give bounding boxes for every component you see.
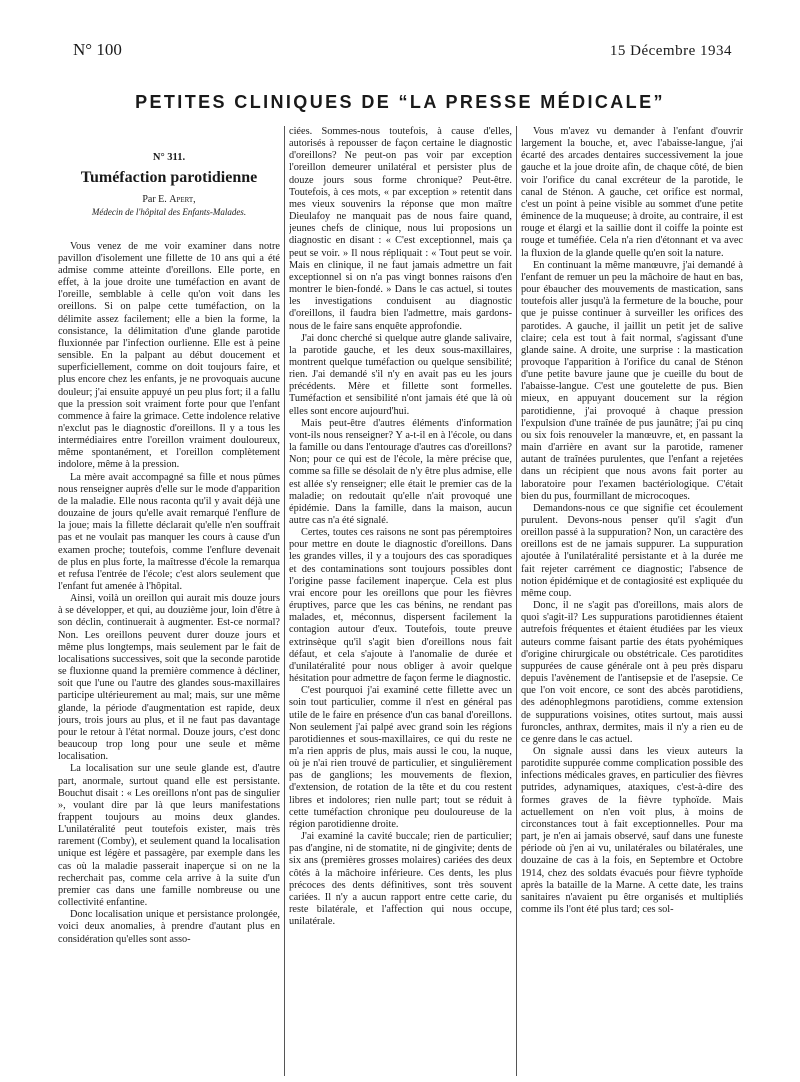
paragraph: C'est pourquoi j'ai examiné cette fillette avec un soin tout particulier, comme il n'est en général pas utile de le faire en présence d'un cas banal d'oreillons. Non seulement j'ai palpé avec grand soin les régions parotidiennes et sous-maxillaires, ce qui du reste ne m'a rien appris de plus, mais aussi le cou, la nuque, où je n'ai rien trouvé de particulier, et singulièrement pas de ganglions; les mouvements de flexion, d'extension, de rotation de la tête et du cou restent libres et indolores; rien nulle part; tout se réduit à cette tuméfaction chronique peu douloureuse de la région parotidienne droite. [289,685,512,830]
text-column-3 [521,126,743,1076]
author-prefix: Par E. [142,194,167,206]
issue-date: 15 Décembre 1934 [609,43,732,59]
paragraph: Certes, toutes ces raisons ne sont pas péremptoires pour mettre en doute le diagnostic d'oreillons. Dans les grandes villes, il y a toujours des cas sporadiques et des contaminations sont toujours possibles dont l'origine passe facilement inaperçue. Cela est plus vrai encore pour les oreillons que pour les fièvres éruptives, parce que les cas bénins, ne rendant pas malades, et, méconnus, dispersent facilement la contagion autour d'eux. Toutefois, toute preuve extrinsèque qu'il s'agit bien d'oreillons nous fait défaut, et cela s'ajoute à l'anomalie de durée et d'unilatéralité pour nous obliger à avoir quelque hésitation pour admettre de façon ferme le diagnostic. [289,527,512,685]
paragraph: J'ai donc cherché si quelque autre glande salivaire, la parotide gauche, et les deux sous-maxillaires, montrent quelque tuméfaction ou quelque sensibilité; rien. J'ai demandé s'il n'y en avait pas eu les jours précédents. Mère et fillette sont formelles. Tuméfaction et sensibilité n'ont jamais été que là où elles sont encore aujourd'hui. [289,332,512,417]
paragraph: La mère avait accompagné sa fille et nous pûmes nous renseigner auprès d'elle sur le mode d'apparition de la maladie. Elle nous raconta qu'il y avait déjà une douzaine de jours qu'elle avait remarqué l'enflure de la joue; mais la fillette déclarait qu'elle n'en souffrait pas et ne voulait pas manquer les cours à cause d'un examen proche; toutefois, comme l'enflure devenait de plus en plus forte, la maîtresse d'école la remarqua et refusa l'entrée de l'école; c'est alors seulement que l'enfant fut amenée à l'hôpital. [58,471,280,592]
text-column-1 [58,126,280,1076]
paragraph: J'ai examiné la cavité buccale; rien de particulier; pas d'angine, ni de stomatite, ni de gingivite; dents de six ans (premières grosses molaires) cariées des deux côtés à la mâchoire inférieure. Ces dents, les plus précoces des dents définitives, sont très souvent cariées. Il n'y a aucun rapport entre cette carie, du reste bilatérale, et l'affection qui nous occupe, unilatérale. [289,831,512,928]
article-number: N° 311. [152,152,186,163]
paragraph: La localisation sur une seule glande est, d'autre part, anormale, surtout quand elle est persistante. Bouchut disait : « Les oreillons n'ont pas de singulier », voulant dire par là que leurs manifestations frappent toujours au moins deux glandes. L'unilatéralité peut toutefois exister, mais très rarement (Comby), et seulement quand la localisation unique est légère et passagère, par exemple dans les cas où la maladie passerait inaperçue si on ne la recherchait pas, comme cela arrive à la suite d'un premier cas dans une famille nombreuse ou une collectivité enfantine. [58,763,280,909]
paragraph: On signale aussi dans les vieux auteurs la parotidite suppurée comme complication possible des infections médicales graves, en particulier des fièvres putrides, adynamiques, ataxiques, c'est-à-dire des formes graves de la fièvre typhoïde. Mais actuellement on n'en voit plus, à moins de circonstances tout à fait exceptionnelles. Pour ma part, je n'en ai jamais observé, sauf dans une funeste période où j'en ai vu, unilatérales ou bilatérales, une douzaine de cas à la fois, en Septembre et Octobre 1914, chez des soldats évacués pour fièvre typhoïde après la bataille de la Marne. A cette date, les trains sanitaires n'avaient pu être organisés et multipliés comme ils l'ont été plus tard; ces sol- [521,745,743,915]
paragraph: Donc localisation unique et persistance prolongée, voici deux anomalies, à prendre d'autant plus en considération qu'elles sont asso- [58,909,280,945]
column-rule-1 [284,126,285,1076]
paragraph: Vous m'avez vu demander à l'enfant d'ouvrir largement la bouche, et, avec l'abaisse-langue, j'ai écarté des arcades dentaires successivement la joue gauche et la joue droite afin, de chaque côté, de bien voir l'orifice du canal excréteur de la parotide, le canal de Sténon. A gauche, cet orifice est normal, c'est un point à peine visible au sommet d'une petite éminence de la muqueuse; à droite, au contraire, il est rouge et élargi et la saillie dont il coiffe la pointe est rouge et tuméfiée. Cela n'a rien d'étonnant et va avec la fluxion de la glande quelle qu'en soit la nature. [521,126,743,259]
paragraph: Donc, il ne s'agit pas d'oreillons, mais alors de quoi s'agit-il? Les suppurations parotidiennes étaient autrefois fréquentes et étaient étudiées par les vieux auteurs comme faisant partie des états pyohémiques d'origine chirurgicale ou obstétricale. Ces parotidites suppurées de cause générale ont à peu près disparu depuis l'avènement de l'antisepsie et de l'asepsie. Ce que l'on voit encore, ce sont des abcès parotidiens, des adénophlegmons parotidiens, comme extension de suppurations voisines, otites surtout, mais aussi furoncles, anthrax, dermites, mais il n'y a rien eu de ce genre dans le cas actuel. [521,600,743,745]
article-author [58,194,280,206]
author-affiliation: Médecin de l'hôpital des Enfants-Malades. [91,207,247,218]
paragraph: ciées. Sommes-nous toutefois, à cause d'elles, autorisés à repousser de façon certaine le diagnostic d'oreillons? Ne peut-on pas voir par exception l'oreillon demeurer unilatéral et persister plus de douze jours sous forme chronique? Peut-être. Toutefois, à ces mots, « par exception » retentit dans mes vieux souvenirs la réponse que mon maître Dieulafoy ne manquait pas de nous faire quand, jeunes chefs de clinique, nous lui proposions un diagnostic en disant : « C'est exceptionnel, mais ça peut se voir. » Il nous répliquait : « Tout peut se voir. Mais en clinique, il ne faut jamais admettre un fait exceptionnel si on n'a pas vingt bonnes raisons d'en montrer le bien-fondé. » Dans le cas actuel, si toutes les investigations conduisent au diagnostic d'oreillons, il faudra bien l'admettre, mais gardons-nous de le faire sans enquête approfondie. [289,126,512,332]
paragraph: Vous venez de me voir examiner dans notre pavillon d'isolement une fillette de 10 ans qui a été admise comme atteinte d'oreillons. Elle porte, en effet, à la joue droite une tuméfaction en avant de l'oreille, semblable à celle qu'on voit dans les oreillons. Si on palpe cette tuméfaction, on la délimite assez facilement; elle a bien la forme, la consistance, la délimitation d'une glande parotide fluxionnée par l'infection ourlienne. Elle est à peine sensible. En la palpant au début doucement et superficiellement, comme on doit toujours faire, et plus encore chez les enfants, je ne provoquais aucune douleur; j'ai ensuite appuyé un peu plus fort; il a fallu que la pression soit vraiment forte pour que l'enfant commence à faire la grimace. Cette indolence relative n'exclut pas le diagnostic d'oreillons. Il y a tous les intermédiaires entre l'oreillon vraiment douloureux, même spontanément, et l'oreillon complètement indolore, même à la pression. [58,240,280,471]
paragraph: Ainsi, voilà un oreillon qui aurait mis douze jours à se développer, et qui, au douzième jour, loin d'être à son déclin, continuerait à augmenter. Est-ce normal? Non. Les oreillons peuvent durer douze jours et même plus longtemps, mais seulement par le fait de localisations successives, soit que la seconde parotide se fluxionne quand la première commence à décliner, soit que l'une ou l'autre des glandes sous-maxillaires participe ultérieurement au mal; mais, sur une même glande, la période d'augmentation est rapide, deux jours, trois jours au plus, et il ne faut pas davantage pour le retour à l'état normal. Douze jours, c'est donc beaucoup trop long pour une seule et même localisation. [58,593,280,763]
issue-number: N° 100 [73,40,122,59]
journal-title: PETITES CLINIQUES DE “LA PRESSE MÉDICALE” [135,92,665,112]
paragraph: En continuant la même manœuvre, j'ai demandé à l'enfant de remuer un peu la mâchoire de haut en bas, pour ébaucher des mouvements de mastication, sans toutefois aller jusqu'à la fermeture de la bouche, pour que je puisse continuer à surveiller les orifices des parotides. A gauche, il jaillit un petit jet de salive claire; cela est tout à fait normal, s'agissant d'une glande saine. A droite, une surprise : la mastication provoque l'apparition à l'orifice du canal de Sténon d'une petite bavure jaune que je cueille du bout de l'abaisse-langue. C'est une goutelette de pus. Bien mieux, en appuyant doucement sur la région parotidienne, j'ai provoqué à chaque pression l'expulsion d'une traînée de pus jaunâtre; j'ai pu cinq ou six fois renouveler la manœuvre, et, en passant la main d'arrière en avant sur la parotide, ramener autant de traînées purulentes, que l'enfant a rejetées dans un récipient que nous avons fait porter au laboratoire pour l'examen bactériologique. C'était bien du pus, fourmillant de microcoques. [521,259,743,502]
author-name: Apert, [169,194,196,206]
article-title: Tuméfaction parotidienne [80,169,258,187]
paragraph: Mais peut-être d'autres éléments d'information vont-ils nous renseigner? Y a-t-il en à l'école, ou dans la famille ou dans l'entourage d'autres cas d'oreillons? Non; pour ce qui est de l'école, la mère précise que, comme sa fille se désolait de n'y être plus admise, elle est allée s'y renseigner; elle était le premier cas de la maladie; on redoutait qu'elle n'ait provoqué une épidémie. Dans la famille, dans la maison, aucun autre cas n'a été signalé. [289,417,512,526]
column-rule-2 [516,126,517,1076]
paragraph: Demandons-nous ce que signifie cet écoulement purulent. Devons-nous penser qu'il s'agit d'un oreillon passé à la suppuration? Non, un caractère des oreillons est de ne jamais suppurer. La suppuration ajoutée à l'unilatéralité persistante et à la durée me fait rejeter carrément ce diagnostic; l'absence de notion épidémique et de contagiosité est expliquée du même coup. [521,502,743,599]
text-column-2 [289,126,512,1076]
